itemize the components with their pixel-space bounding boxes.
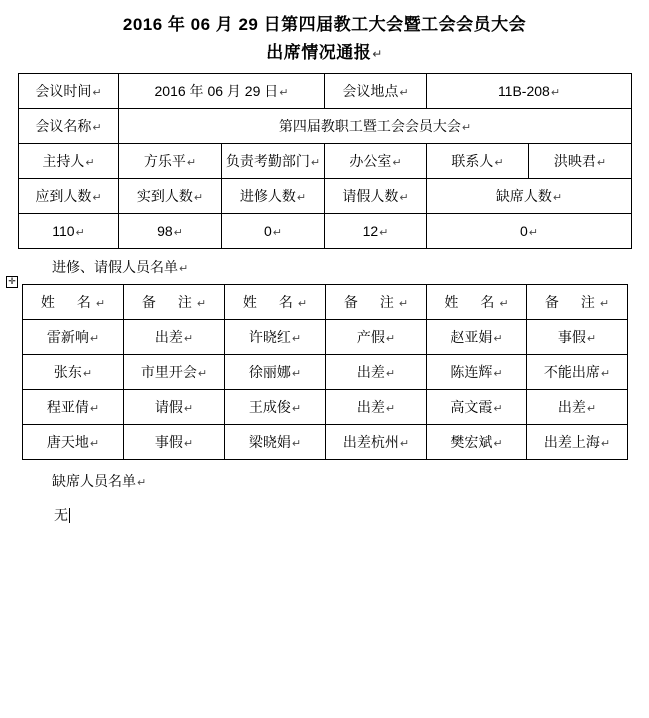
cell-value-training-count[interactable] (222, 214, 325, 249)
cell-person-remark[interactable] (326, 320, 427, 355)
header-name-2[interactable] (225, 285, 326, 320)
cell-person-remark[interactable] (527, 390, 628, 425)
cell-person-name[interactable] (23, 390, 124, 425)
header-name-3-text: 姓 名 (444, 294, 499, 310)
paragraph-mark-icon: ↵ (385, 333, 396, 345)
paragraph-mark-icon: ↵ (461, 122, 472, 134)
paragraph-mark-icon: ↵ (95, 298, 106, 310)
person-remark-text: 事假 (557, 329, 586, 345)
paragraph-mark-icon: ↵ (89, 438, 100, 450)
header-name-1-text: 姓 名 (40, 294, 95, 310)
cell-person-remark[interactable] (326, 390, 427, 425)
person-remark-text: 出差 (356, 364, 385, 380)
cell-label-meeting-time[interactable] (19, 74, 119, 109)
value-meeting-name: 第四届教职工暨工会会员大会 (278, 118, 461, 134)
paragraph-mark-icon: ↵ (186, 157, 197, 169)
list-caption (52, 256, 649, 280)
label-leave-count: 请假人数 (342, 188, 399, 204)
paragraph-mark-icon: ↵ (183, 333, 194, 345)
value-leave-count: 12 (362, 223, 379, 239)
cell-label-expected-count[interactable] (19, 179, 119, 214)
cell-person-name[interactable] (427, 390, 527, 425)
document-title (0, 0, 649, 68)
header-name-2-text: 姓 名 (242, 294, 297, 310)
person-name-text: 唐天地 (46, 434, 89, 450)
paragraph-mark-icon: ↵ (296, 192, 307, 204)
absent-list-value[interactable] (54, 504, 649, 526)
paragraph-mark-icon: ↵ (528, 227, 538, 239)
person-remark-text: 事假 (154, 434, 183, 450)
paragraph-mark-icon: ↵ (586, 333, 597, 345)
table-row (19, 144, 632, 179)
paragraph-mark-icon: ↵ (291, 438, 302, 450)
label-training-count: 进修人数 (239, 188, 296, 204)
cell-person-remark[interactable] (527, 425, 628, 460)
label-expected-count: 应到人数 (35, 188, 92, 204)
person-remark-text: 出差 (557, 399, 586, 415)
cell-person-name[interactable] (427, 355, 527, 390)
paragraph-mark-icon: ↵ (92, 122, 102, 134)
header-remark-1-text: 备 注 (141, 294, 196, 310)
header-remark-1[interactable] (124, 285, 225, 320)
table-row (23, 355, 628, 390)
cell-label-absent-count[interactable] (427, 179, 632, 214)
person-name-text: 梁晓娟 (248, 434, 291, 450)
cell-value-meeting-place[interactable] (427, 74, 632, 109)
title-line-2 (0, 39, 649, 68)
cell-value-meeting-name[interactable] (119, 109, 632, 144)
paragraph-mark-icon: ↵ (493, 403, 503, 415)
paragraph-mark-icon: ↵ (272, 227, 282, 239)
cell-label-meeting-place[interactable] (325, 74, 427, 109)
cell-person-remark[interactable] (124, 320, 225, 355)
cell-person-name[interactable] (427, 320, 527, 355)
table-row (23, 425, 628, 460)
label-absent-count: 缺席人数 (495, 188, 552, 204)
person-name-text: 程亚倩 (46, 399, 89, 415)
paragraph-mark-icon: ↵ (399, 192, 409, 204)
cell-value-host[interactable] (119, 144, 222, 179)
cell-value-absent-count[interactable] (427, 214, 632, 249)
paragraph-mark-icon: ↵ (197, 368, 208, 380)
table-row (19, 74, 632, 109)
name-list-table (22, 284, 628, 460)
paragraph-mark-icon: ↵ (89, 333, 100, 345)
person-name-text: 张东 (53, 364, 82, 380)
title-line-1 (0, 11, 649, 39)
table-row (23, 390, 628, 425)
cell-label-host[interactable] (19, 144, 119, 179)
absent-list-value-text: 无 (54, 507, 68, 523)
person-remark-text: 出差上海 (543, 434, 600, 450)
paragraph-mark-icon: ↵ (550, 87, 561, 99)
value-actual-count: 98 (157, 223, 173, 239)
cell-person-remark[interactable] (124, 425, 225, 460)
table-row (23, 320, 628, 355)
cell-person-remark[interactable] (527, 320, 628, 355)
cell-label-contact[interactable] (427, 144, 529, 179)
paragraph-mark-icon: ↵ (291, 403, 302, 415)
paragraph-mark-icon: ↵ (493, 438, 503, 450)
cell-person-name[interactable] (23, 355, 124, 390)
person-remark-text: 出差杭州 (342, 434, 399, 450)
title-line-1-text: 2016 年 06 月 29 日第四届教工大会暨工会会员大会 (122, 15, 527, 34)
cell-person-name[interactable] (225, 425, 326, 460)
paragraph-mark-icon: ↵ (89, 403, 100, 415)
paragraph-mark-icon: ↵ (183, 438, 194, 450)
paragraph-mark-icon: ↵ (494, 157, 504, 169)
paragraph-mark-icon: ↵ (379, 227, 389, 239)
value-host: 方乐平 (143, 153, 186, 169)
header-remark-3-text: 备 注 (544, 294, 599, 310)
header-name-3[interactable] (427, 285, 527, 320)
paragraph-mark-icon: ↵ (291, 368, 302, 380)
paragraph-mark-icon: ↵ (179, 263, 189, 275)
cell-person-name[interactable] (23, 425, 124, 460)
cell-person-name[interactable] (23, 320, 124, 355)
cell-person-remark[interactable] (326, 355, 427, 390)
table-row (19, 179, 632, 214)
person-name-text: 高文霞 (450, 399, 493, 415)
person-name-text: 赵亚娟 (450, 329, 493, 345)
paragraph-mark-icon: ↵ (310, 157, 321, 169)
paragraph-mark-icon: ↵ (291, 333, 302, 345)
paragraph-mark-icon: ↵ (279, 87, 289, 99)
person-name-text: 雷新响 (46, 329, 89, 345)
value-contact: 洪映君 (553, 153, 596, 169)
paragraph-mark-icon: ↵ (92, 87, 102, 99)
cell-value-actual-count[interactable] (119, 214, 222, 249)
list-caption-text: 进修、请假人员名单 (52, 259, 178, 275)
paragraph-mark-icon: ↵ (600, 438, 611, 450)
person-name-text: 许晓红 (248, 329, 291, 345)
table-header-row (23, 285, 628, 320)
paragraph-mark-icon: ↵ (586, 403, 597, 415)
value-meeting-place: 11B-208 (497, 83, 550, 99)
paragraph-mark-icon: ↵ (75, 227, 85, 239)
table-move-handle-icon[interactable]: ✛ (6, 276, 18, 288)
cell-value-expected-count[interactable] (19, 214, 119, 249)
cell-person-remark[interactable] (527, 355, 628, 390)
name-list-table-wrapper (8, 276, 649, 460)
cell-label-actual-count[interactable] (119, 179, 222, 214)
paragraph-mark-icon: ↵ (183, 403, 194, 415)
paragraph-mark-icon: ↵ (92, 192, 102, 204)
paragraph-mark-icon: ↵ (82, 368, 93, 380)
value-attendance-dept: 办公室 (349, 153, 392, 169)
person-name-text: 陈连辉 (450, 364, 493, 380)
text-cursor-icon (69, 508, 70, 523)
paragraph-mark-icon: ↵ (493, 368, 503, 380)
paragraph-mark-icon: ↵ (85, 157, 95, 169)
label-attendance-dept: 负责考勤部门 (225, 153, 310, 169)
value-absent-count: 0 (519, 223, 528, 239)
paragraph-mark-icon: ↵ (392, 157, 402, 169)
cell-label-training-count[interactable] (222, 179, 325, 214)
cell-person-remark[interactable] (326, 425, 427, 460)
table-row (19, 109, 632, 144)
paragraph-mark-icon: ↵ (173, 227, 183, 239)
paragraph-mark-icon: ↵ (398, 298, 409, 310)
paragraph-mark-icon: ↵ (385, 403, 396, 415)
paragraph-mark-icon: ↵ (499, 298, 509, 310)
cell-label-leave-count[interactable] (325, 179, 427, 214)
cell-person-name[interactable] (225, 355, 326, 390)
cell-label-attendance-dept[interactable] (222, 144, 325, 179)
label-meeting-time: 会议时间 (35, 83, 92, 99)
table-row (19, 214, 632, 249)
cell-label-meeting-name[interactable] (19, 109, 119, 144)
header-remark-2-text: 备 注 (343, 294, 398, 310)
cell-value-meeting-time[interactable] (119, 74, 325, 109)
paragraph-mark-icon: ↵ (385, 368, 396, 380)
paragraph-mark-icon: ↵ (399, 438, 410, 450)
cell-person-remark[interactable] (124, 355, 225, 390)
paragraph-mark-icon: ↵ (600, 368, 611, 380)
person-name-text: 樊宏斌 (450, 434, 493, 450)
absent-list-caption (52, 470, 649, 494)
meeting-info-table (18, 73, 632, 249)
cell-person-remark[interactable] (124, 390, 225, 425)
value-training-count: 0 (263, 223, 272, 239)
value-expected-count: 110 (52, 223, 75, 239)
paragraph-mark-icon: ↵ (493, 333, 503, 345)
value-meeting-time: 2016 年 06 月 29 日 (154, 83, 279, 99)
person-remark-text: 出差 (154, 329, 183, 345)
paragraph-mark-icon: ↵ (596, 157, 607, 169)
paragraph-mark-icon: ↵ (399, 87, 409, 99)
cell-person-name[interactable] (225, 390, 326, 425)
header-name-1[interactable] (23, 285, 124, 320)
person-remark-text: 出差 (356, 399, 385, 415)
person-remark-text: 市里开会 (140, 364, 197, 380)
paragraph-mark-icon: ↵ (372, 47, 383, 61)
paragraph-mark-icon: ↵ (137, 477, 147, 489)
label-meeting-name: 会议名称 (35, 118, 92, 134)
label-meeting-place: 会议地点 (342, 83, 399, 99)
cell-value-contact[interactable] (529, 144, 632, 179)
person-name-text: 徐丽娜 (248, 364, 291, 380)
cell-person-name[interactable] (225, 320, 326, 355)
paragraph-mark-icon: ↵ (297, 298, 308, 310)
cell-value-attendance-dept[interactable] (325, 144, 427, 179)
cell-person-name[interactable] (427, 425, 527, 460)
meeting-info-table-wrapper (18, 73, 649, 249)
paragraph-mark-icon: ↵ (196, 298, 207, 310)
absent-list-caption-text: 缺席人员名单 (52, 473, 136, 489)
paragraph-mark-icon: ↵ (552, 192, 563, 204)
person-remark-text: 请假 (154, 399, 183, 415)
label-contact: 联系人 (451, 153, 494, 169)
label-host: 主持人 (42, 153, 85, 169)
cell-value-leave-count[interactable] (325, 214, 427, 249)
paragraph-mark-icon: ↵ (193, 192, 204, 204)
person-name-text: 王成俊 (248, 399, 291, 415)
person-remark-text: 产假 (356, 329, 385, 345)
person-remark-text: 不能出席 (543, 364, 600, 380)
title-line-2-text: 出席情况通报 (266, 43, 372, 62)
paragraph-mark-icon: ↵ (599, 298, 610, 310)
header-remark-2[interactable] (326, 285, 427, 320)
label-actual-count: 实到人数 (136, 188, 193, 204)
header-remark-3[interactable] (527, 285, 628, 320)
